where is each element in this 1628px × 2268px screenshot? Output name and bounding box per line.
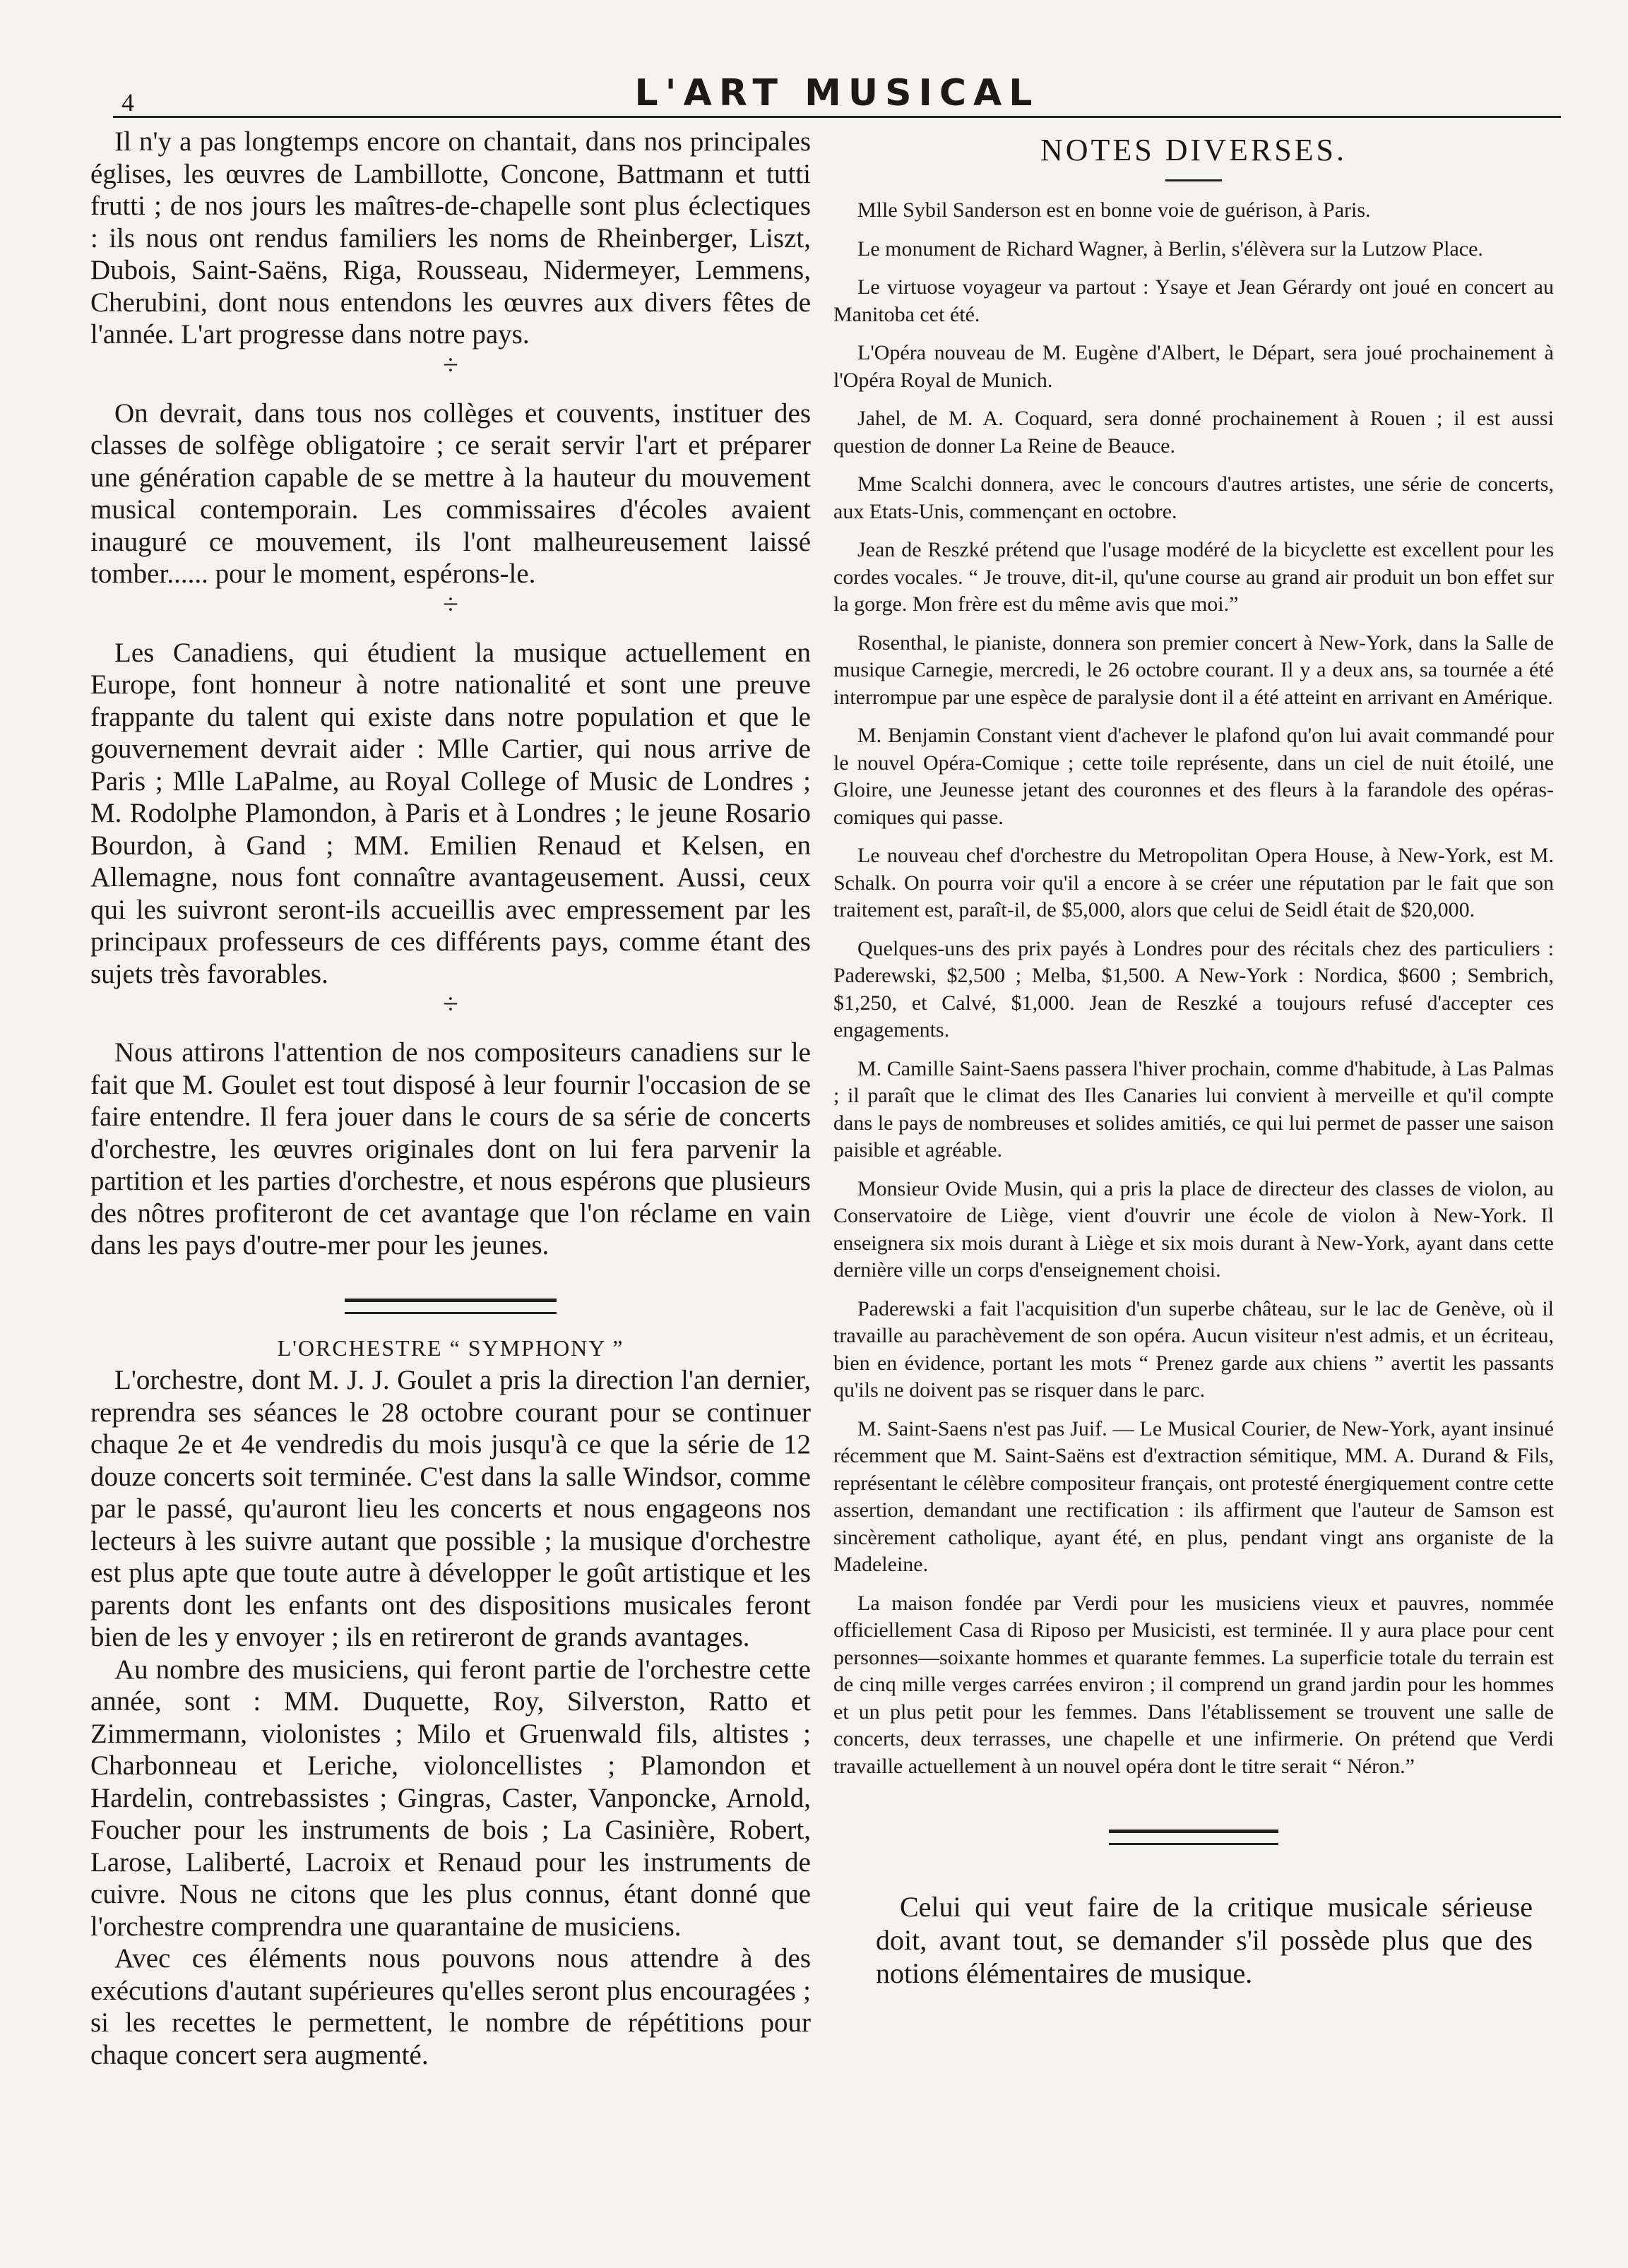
closing-quote-text: Celui qui veut faire de la critique musicale sérieuse doit, avant tout, se demander s'il possède plus que des notions élémentaires de musique. [876,1891,1533,1989]
divider-symbol: ÷ [443,348,458,381]
notes-title: NOTES DIVERSES. [1040,133,1348,167]
article-paragraph: Les Canadiens, qui étudient la musique actuellement en Europe, font honneur à notre nationalité et sont une preuve frappante du talent qui existe dans notre population et que le gouvernement devrait aider : Mlle Cartier, qui nous arrive de Paris ; Mlle LaPalme, au Royal College of Music de Londres ; M. Rodolphe Plamondon, à Paris et à Londres ; le jeune Rosario Bourdon, à Gand ; MM. Emilien Renaud et Kelsen, en Allemagne, nous font connaître avantageusement. Aussi, ceux qui les suivront seront-ils accueillis avec empressement par les principaux professeurs de ces différents pays, comme étant des sujets très favorables. [90,637,811,989]
article-paragraph: On devrait, dans tous nos collèges et couvents, instituer des classes de solfège obligatoire ; ce serait servir l'art et préparer une génération capable de se mettre à la hauteur du mouvement musical contemporain. Les commissaires d'écoles avaient inauguré ce mouvement, ils l'ont malheureusement laissé tomber...... pour le moment, espérons-le. [90,398,811,589]
article-paragraph: Au nombre des musiciens, qui feront partie de l'orchestre cette année, sont : MM. Duquette, Roy, Silverston, Ratto et Zimmermann, violonistes ; Milo et Gruenwald fils, altistes ; Charbonneau et Leriche, violoncellistes ; Plamondon et Hardelin, contrebassistes ; Gingras, Caster, Vanponcke, Arnold, Foucher pour les instruments de bois ; La Casinière, Robert, Larose, Laliberté, Lacroix et Renaud pour les instruments de cuivre. Nous ne citons que les plus connus, étant donné que l'orchestre comprendra une quarantaine de musiciens. [90,1654,811,1942]
section-title: L'ORCHESTRE “ SYMPHONY ” [277,1335,624,1361]
note-item: M. Saint-Saens n'est pas Juif. — Le Musical Courier, de New-York, ayant insinué récemment que M. Saint-Saëns est d'extraction sémitique, MM. A. Durand & Fils, représentant le célèbre compositeur français, ont protesté énergiquement contre cette assertion, demandant une rectification : ils affirment que l'auteur de Samson est sincèrement catholique, ayant été, en plus, pendant vingt ans organiste de la Madeleine. [833,1416,1554,1576]
note-item: Le virtuose voyageur va partout : Ysaye et Jean Gérardy ont joué en concert au Manitoba cet été. [833,275,1554,326]
section-divider-rule [345,1299,557,1314]
note-item: Paderewski a fait l'acquisition d'un superbe château, sur le lac de Genève, où il travaille au parachèvement de son opéra. Aucun visiteur n'est admis, et un écriteau, bien en évidence, portant les mots “ Prenez garde aux chiens ” avertit les passants qu'ils ne doivent pas se risquer dans le parc. [833,1296,1554,1402]
header-rule [113,116,1561,118]
note-item: Jean de Reszké prétend que l'usage modéré de la bicyclette est excellent pour les cordes vocales. “ Je trouve, dit-il, qu'une course au grand air produit un bon effet sur la gorge. Mon frère est du même avis que moi.” [833,538,1554,616]
divider-symbol: ÷ [443,988,458,1020]
article-paragraph: Nous attirons l'attention de nos compositeurs canadiens sur le fait que M. Goulet est tout disposé à leur fournir l'occasion de se faire entendre. Il fera jouer dans le cours de sa série de concerts d'orchestre, les œuvres originales dont on lui fera parvenir la partition et les parties d'orchestre, et nous espérons que plusieurs des nôtres profiteront de cet avantage que l'on réclame en vain dans les pays d'outre-mer pour les jeunes. [90,1037,811,1260]
article-paragraph: Il n'y a pas longtemps encore on chantait, dans nos principales églises, les œuvres de Lambillotte, Concone, Battmann et tutti frutti ; de nos jours les maîtres-de-chapelle sont plus éclectiques : ils nous ont rendus familiers les noms de Rheinberger, Liszt, Dubois, Saint-Saëns, Riga, Rousseau, Nidermeyer, Lemmens, Cherubini, dont nous entendons les œuvres aux divers fêtes de l'année. L'art progresse dans notre pays. [90,126,811,350]
note-item: Mlle Sybil Sanderson est en bonne voie de guérison, à Paris. [857,198,1371,222]
article-paragraph: L'orchestre, dont M. J. J. Goulet a pris la direction l'an dernier, reprendra ses séances le 28 octobre courant pour se continuer chaque 2e et 4e vendredis du mois jusqu'à ce que la série de 12 douze concerts soit terminée. C'est dans la salle Windsor, comme par le passé, qu'auront lieu les concerts et nous engageons nos lecteurs à les suivre autant que possible ; la musique d'orchestre est plus apte que toute autre à développer le goût artistique et les parents dont les enfants ont des dispositions musicales feront bien de les y envoyer ; ils en retireront de grands avantages. [90,1365,811,1652]
closing-quote [833,1890,1554,1990]
note-item: La maison fondée par Verdi pour les musiciens vieux et pauvres, nommée officiellement Casa di Riposo per Musicisti, est terminée. Il y aura place pour cent personnes—soixante hommes et quarante femmes. La superficie totale du terrain est de cinq mille verges carrées environ ; il comprend un grand jardin pour les hommes et un plus petit pour les femmes. Dans l'établissement se trouvent une salle de concerts, deux terrasses, une chapelle et une infirmerie. On prétend que Verdi travaille actuellement à un nouvel opéra dont le titre serait “ Néron.” [833,1591,1554,1778]
masthead-title: L'ART MUSICAL [634,72,1040,114]
title-rule [1165,179,1222,181]
page-number: 4 [121,88,134,117]
left-column [90,126,811,2071]
note-item: M. Camille Saint-Saens passera l'hiver prochain, comme d'habitude, à Las Palmas ; il paraît que le climat des Iles Canaries lui convient à merveille et qu'il compte dans le pays de nombreuses et solides amitiés, ce qui lui permet de passer une saison paisible et agréable. [833,1056,1554,1162]
note-item: Le monument de Richard Wagner, à Berlin, s'élèvera sur la Lutzow Place. [857,237,1483,261]
right-column [833,126,1554,1990]
note-item: Mme Scalchi donnera, avec le concours d'autres artistes, une série de concerts, aux Etats-Unis, commençant en octobre. [833,472,1554,523]
section-divider-rule [1109,1830,1278,1845]
article-paragraph: Avec ces éléments nous pouvons nous attendre à des exécutions d'autant supérieures qu'elles seront plus encouragées ; si les recettes le permettent, le nombre de répétitions pour chaque concert sera augmenté. [90,1943,811,2070]
note-item: L'Opéra nouveau de M. Eugène d'Albert, le Départ, sera joué prochainement à l'Opéra Royal de Munich. [833,341,1554,392]
note-item: Le nouveau chef d'orchestre du Metropolitan Opera House, à New-York, est M. Schalk. On pourra voir qu'il a encore à se créer une réputation par le fait que son traitement est, paraît-il, de $5,000, alors que celui de Seidl était de $20,000. [833,844,1554,921]
note-item: Jahel, de M. A. Coquard, sera donné prochainement à Rouen ; il est aussi question de donner La Reine de Beauce. [833,407,1554,458]
note-item: Monsieur Ovide Musin, qui a pris la place de directeur des classes de violon, au Conservatoire de Liège, vient d'ouvrir une école de violon à New-York. Il enseignera six mois durant à Liège et six mois durant à New-York, ayant dans cette dernière ville un corps d'enseignement choisi. [833,1176,1554,1282]
note-item: M. Benjamin Constant vient d'achever le plafond qu'on lui avait commandé pour le nouvel Opéra-Comique ; cette toile représente, dans un ciel de nuit étoilé, une Gloire, une Jeunesse jetant des couronnes et des fleurs à la farandole des opéras-comiques qui passe. [833,724,1554,829]
note-item: Rosenthal, le pianiste, donnera son premier concert à New-York, dans la Salle de musique Carnegie, mercredi, le 26 octobre courant. Il y a deux ans, sa tournée a été interrompue par une espèce de paralysie dont il a été atteint en arrivant en Amérique. [833,631,1554,709]
page-header [113,68,1561,117]
divider-symbol: ÷ [443,587,458,620]
note-item: Quelques-uns des prix payés à Londres pour des récitals chez des particuliers : Paderewski, $2,500 ; Melba, $1,500. A New-York : Nordica, $600 ; Sembrich, $1,250, et Calvé, $1,000. Jean de Reszké a toujours refusé d'accepter ces engagements. [833,936,1554,1042]
